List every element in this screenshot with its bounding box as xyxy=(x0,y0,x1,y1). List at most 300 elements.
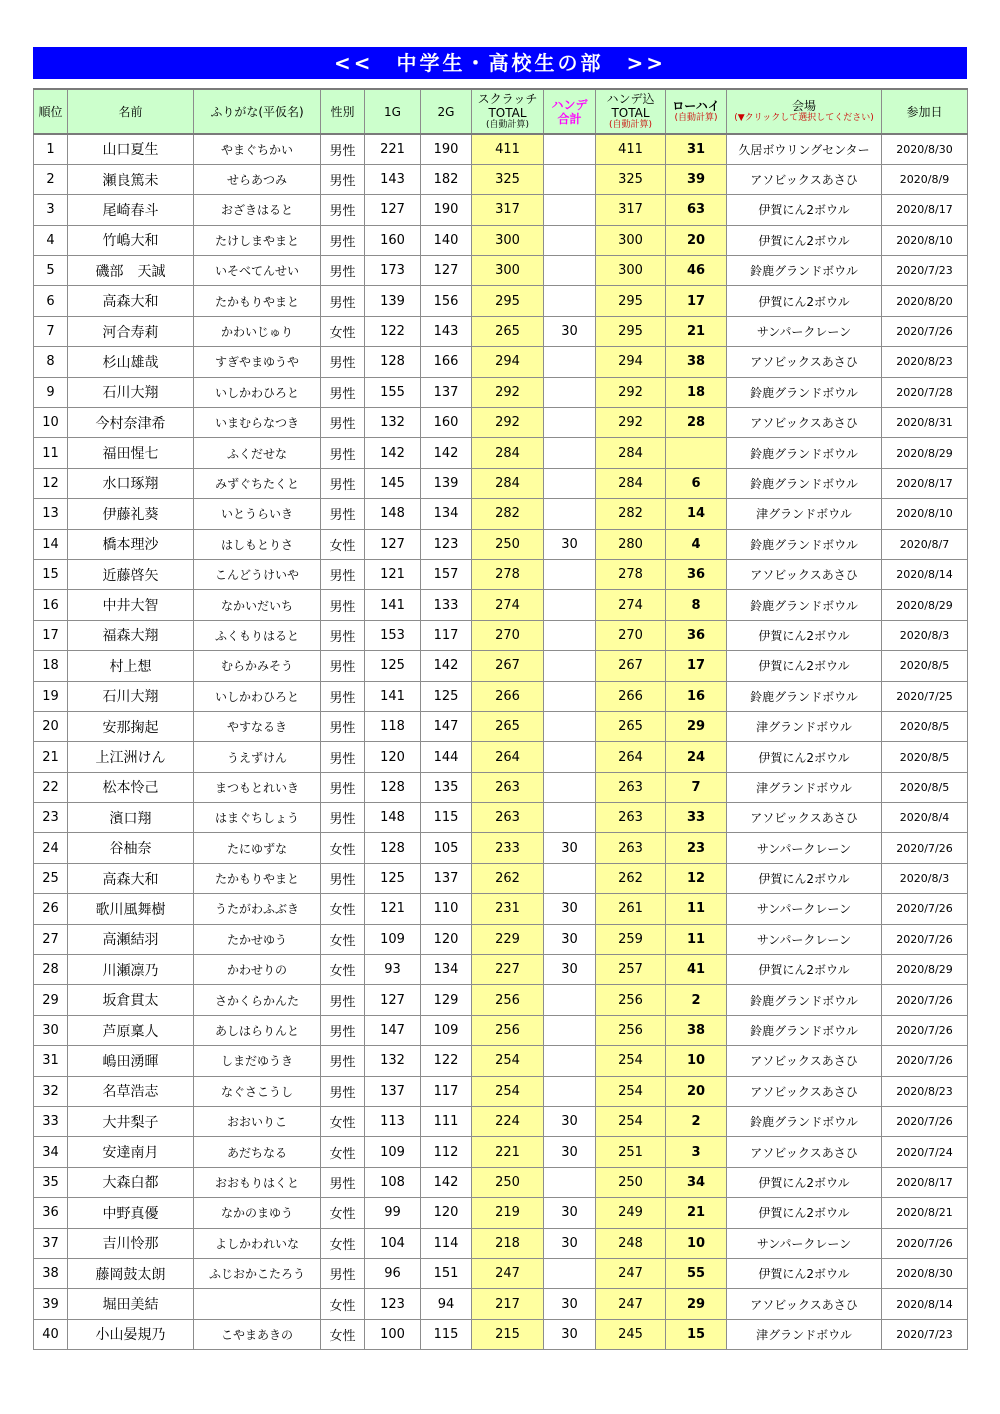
scratch-total-cell: 227 xyxy=(472,955,544,985)
game2-cell: 123 xyxy=(421,529,472,559)
game2-cell: 111 xyxy=(421,1107,472,1137)
scratch-total-cell: 256 xyxy=(472,1015,544,1045)
game2-cell: 120 xyxy=(421,1198,472,1228)
game2-cell: 143 xyxy=(421,316,472,346)
date-cell: 2020/7/26 xyxy=(882,316,968,346)
scratch-total-cell: 292 xyxy=(472,408,544,438)
name-cell: 小山晏規乃 xyxy=(68,1319,194,1349)
handicap-cell xyxy=(544,803,596,833)
handicap-total-cell: 249 xyxy=(596,1198,666,1228)
gender-cell: 男性 xyxy=(321,134,365,164)
gender-cell: 男性 xyxy=(321,559,365,589)
rank-cell: 16 xyxy=(34,590,68,620)
gender-cell: 男性 xyxy=(321,651,365,681)
rank-cell: 34 xyxy=(34,1137,68,1167)
table-row xyxy=(34,225,968,255)
name-cell: 福田惺七 xyxy=(68,438,194,468)
game1-cell: 173 xyxy=(365,256,421,286)
scratch-total-cell: 215 xyxy=(472,1319,544,1349)
handicap-cell: 30 xyxy=(544,1198,596,1228)
header-rank: 順位 xyxy=(34,89,68,134)
rank-cell: 7 xyxy=(34,316,68,346)
scratch-total-cell: 274 xyxy=(472,590,544,620)
handicap-total-cell: 267 xyxy=(596,651,666,681)
kana-cell: まつもとれいき xyxy=(194,772,321,802)
gender-cell: 男性 xyxy=(321,499,365,529)
handicap-cell xyxy=(544,985,596,1015)
venue-cell[interactable]: 鈴鹿グランドボウル xyxy=(727,1015,882,1045)
handicap-cell xyxy=(544,590,596,620)
venue-cell[interactable]: アソビックスあさひ xyxy=(727,408,882,438)
kana-cell: かわせりの xyxy=(194,955,321,985)
venue-cell[interactable]: 伊賀にん2ボウル xyxy=(727,651,882,681)
handicap-total-cell: 295 xyxy=(596,316,666,346)
header-game2: 2G xyxy=(421,89,472,134)
name-cell: 今村奈津希 xyxy=(68,408,194,438)
table-row xyxy=(34,438,968,468)
game1-cell: 132 xyxy=(365,408,421,438)
game2-cell: 109 xyxy=(421,1015,472,1045)
game1-cell: 120 xyxy=(365,742,421,772)
gender-cell: 男性 xyxy=(321,711,365,741)
gender-cell: 男性 xyxy=(321,1046,365,1076)
game2-cell: 115 xyxy=(421,803,472,833)
handicap-cell xyxy=(544,863,596,893)
date-cell: 2020/8/17 xyxy=(882,468,968,498)
lowhigh-cell: 23 xyxy=(666,833,727,863)
game2-cell: 142 xyxy=(421,651,472,681)
venue-cell[interactable]: サンパークレーン xyxy=(727,894,882,924)
name-cell: 磯部 天誠 xyxy=(68,256,194,286)
game2-cell: 114 xyxy=(421,1228,472,1258)
table-row xyxy=(34,195,968,225)
rank-cell: 33 xyxy=(34,1107,68,1137)
table-row xyxy=(34,1289,968,1319)
handicap-total-cell: 284 xyxy=(596,468,666,498)
game1-cell: 160 xyxy=(365,225,421,255)
rank-cell: 4 xyxy=(34,225,68,255)
handicap-total-cell: 264 xyxy=(596,742,666,772)
game1-cell: 153 xyxy=(365,620,421,650)
kana-cell: たけしまやまと xyxy=(194,225,321,255)
handicap-cell: 30 xyxy=(544,1228,596,1258)
lowhigh-cell: 4 xyxy=(666,529,727,559)
handicap-cell: 30 xyxy=(544,529,596,559)
rank-cell: 3 xyxy=(34,195,68,225)
handicap-cell xyxy=(544,164,596,194)
gender-cell: 男性 xyxy=(321,347,365,377)
handicap-cell: 30 xyxy=(544,1319,596,1349)
handicap-total-cell: 251 xyxy=(596,1137,666,1167)
kana-cell: やまぐちかい xyxy=(194,134,321,164)
date-cell: 2020/7/26 xyxy=(882,833,968,863)
table-row xyxy=(34,408,968,438)
lowhigh-cell: 24 xyxy=(666,742,727,772)
kana-cell: なかいだいち xyxy=(194,590,321,620)
venue-cell[interactable]: 鈴鹿グランドボウル xyxy=(727,256,882,286)
date-cell: 2020/8/30 xyxy=(882,134,968,164)
scratch-total-cell: 263 xyxy=(472,772,544,802)
name-cell: 福森大翔 xyxy=(68,620,194,650)
venue-cell[interactable]: 鈴鹿グランドボウル xyxy=(727,681,882,711)
game1-cell: 145 xyxy=(365,468,421,498)
scratch-total-cell: 300 xyxy=(472,256,544,286)
handicap-cell: 30 xyxy=(544,1107,596,1137)
venue-cell[interactable]: 伊賀にん2ボウル xyxy=(727,286,882,316)
handicap-cell: 30 xyxy=(544,1289,596,1319)
game1-cell: 104 xyxy=(365,1228,421,1258)
venue-cell[interactable]: サンパークレーン xyxy=(727,833,882,863)
game2-cell: 142 xyxy=(421,438,472,468)
scratch-total-cell: 218 xyxy=(472,1228,544,1258)
table-row xyxy=(34,924,968,954)
venue-cell[interactable]: アソビックスあさひ xyxy=(727,803,882,833)
table-row xyxy=(34,316,968,346)
lowhigh-cell: 11 xyxy=(666,894,727,924)
handicap-total-cell: 280 xyxy=(596,529,666,559)
game2-cell: 134 xyxy=(421,499,472,529)
name-cell: 大森白都 xyxy=(68,1167,194,1197)
name-cell: 村上想 xyxy=(68,651,194,681)
venue-cell[interactable]: アソビックスあさひ xyxy=(727,559,882,589)
venue-cell[interactable]: 津グランドボウル xyxy=(727,711,882,741)
name-cell: 藤岡鼓太朗 xyxy=(68,1258,194,1288)
handicap-cell: 30 xyxy=(544,833,596,863)
header-name: 名前 xyxy=(68,89,194,134)
name-cell: 大井梨子 xyxy=(68,1107,194,1137)
lowhigh-cell: 3 xyxy=(666,1137,727,1167)
venue-cell[interactable]: アソビックスあさひ xyxy=(727,1137,882,1167)
rank-cell: 22 xyxy=(34,772,68,802)
venue-cell[interactable]: サンパークレーン xyxy=(727,1228,882,1258)
kana-cell: いそべてんせい xyxy=(194,256,321,286)
table-row xyxy=(34,1046,968,1076)
venue-cell[interactable]: 伊賀にん2ボウル xyxy=(727,742,882,772)
lowhigh-cell: 20 xyxy=(666,1076,727,1106)
lowhigh-cell: 29 xyxy=(666,1289,727,1319)
gender-cell: 男性 xyxy=(321,164,365,194)
handicap-total-cell: 325 xyxy=(596,164,666,194)
scratch-total-cell: 263 xyxy=(472,803,544,833)
scratch-total-cell: 411 xyxy=(472,134,544,164)
venue-cell[interactable]: 伊賀にん2ボウル xyxy=(727,225,882,255)
table-row xyxy=(34,468,968,498)
game2-cell: 120 xyxy=(421,924,472,954)
venue-cell[interactable]: 伊賀にん2ボウル xyxy=(727,955,882,985)
game2-cell: 160 xyxy=(421,408,472,438)
game2-cell: 133 xyxy=(421,590,472,620)
date-cell: 2020/7/26 xyxy=(882,1228,968,1258)
date-cell: 2020/8/5 xyxy=(882,742,968,772)
rank-cell: 38 xyxy=(34,1258,68,1288)
rank-cell: 35 xyxy=(34,1167,68,1197)
venue-cell[interactable]: アソビックスあさひ xyxy=(727,164,882,194)
handicap-cell xyxy=(544,681,596,711)
kana-cell: いまむらなつき xyxy=(194,408,321,438)
handicap-total-cell: 292 xyxy=(596,377,666,407)
rank-cell: 29 xyxy=(34,985,68,1015)
date-cell: 2020/7/26 xyxy=(882,924,968,954)
table-row xyxy=(34,1137,968,1167)
table-row xyxy=(34,1107,968,1137)
venue-cell[interactable]: 久居ボウリングセンター xyxy=(727,134,882,164)
name-cell: 石川大翔 xyxy=(68,377,194,407)
game2-cell: 166 xyxy=(421,347,472,377)
scratch-total-cell: 229 xyxy=(472,924,544,954)
date-cell: 2020/8/4 xyxy=(882,803,968,833)
game1-cell: 96 xyxy=(365,1258,421,1288)
table-row xyxy=(34,1258,968,1288)
date-cell: 2020/8/23 xyxy=(882,347,968,377)
venue-cell[interactable]: 津グランドボウル xyxy=(727,1319,882,1349)
venue-cell[interactable]: 鈴鹿グランドボウル xyxy=(727,1107,882,1137)
game1-cell: 137 xyxy=(365,1076,421,1106)
kana-cell: せらあつみ xyxy=(194,164,321,194)
kana-cell: たにゆずな xyxy=(194,833,321,863)
date-cell: 2020/7/23 xyxy=(882,1319,968,1349)
handicap-total-cell: 256 xyxy=(596,1015,666,1045)
game2-cell: 140 xyxy=(421,225,472,255)
table-row xyxy=(34,742,968,772)
gender-cell: 男性 xyxy=(321,985,365,1015)
venue-cell[interactable]: 伊賀にん2ボウル xyxy=(727,195,882,225)
scratch-total-cell: 294 xyxy=(472,347,544,377)
date-cell: 2020/8/5 xyxy=(882,711,968,741)
table-row xyxy=(34,499,968,529)
rank-cell: 2 xyxy=(34,164,68,194)
game1-cell: 127 xyxy=(365,985,421,1015)
rank-cell: 11 xyxy=(34,438,68,468)
handicap-cell xyxy=(544,286,596,316)
venue-cell[interactable]: アソビックスあさひ xyxy=(727,1289,882,1319)
date-cell: 2020/8/14 xyxy=(882,1289,968,1319)
venue-cell[interactable]: アソビックスあさひ xyxy=(727,347,882,377)
table-row xyxy=(34,590,968,620)
gender-cell: 女性 xyxy=(321,924,365,954)
handicap-cell xyxy=(544,256,596,286)
gender-cell: 男性 xyxy=(321,590,365,620)
venue-cell[interactable]: サンパークレーン xyxy=(727,316,882,346)
handicap-cell: 30 xyxy=(544,924,596,954)
kana-cell: うえずけん xyxy=(194,742,321,772)
handicap-cell xyxy=(544,225,596,255)
lowhigh-cell: 34 xyxy=(666,1167,727,1197)
kana-cell: おおいりこ xyxy=(194,1107,321,1137)
lowhigh-cell: 16 xyxy=(666,681,727,711)
date-cell: 2020/8/7 xyxy=(882,529,968,559)
table-row xyxy=(34,985,968,1015)
scratch-total-cell: 224 xyxy=(472,1107,544,1137)
lowhigh-cell: 2 xyxy=(666,985,727,1015)
header-scratch-sub: TOTAL xyxy=(488,106,527,120)
kana-cell: こやまあきの xyxy=(194,1319,321,1349)
kana-cell: あだちなる xyxy=(194,1137,321,1167)
venue-cell[interactable]: 鈴鹿グランドボウル xyxy=(727,468,882,498)
results-table xyxy=(33,88,968,1350)
venue-cell[interactable]: 鈴鹿グランドボウル xyxy=(727,590,882,620)
header-handicap-label: ハンデ xyxy=(551,97,588,112)
handicap-total-cell: 317 xyxy=(596,195,666,225)
game1-cell: 122 xyxy=(365,316,421,346)
game2-cell: 127 xyxy=(421,256,472,286)
date-cell: 2020/7/26 xyxy=(882,894,968,924)
lowhigh-cell: 11 xyxy=(666,924,727,954)
date-cell: 2020/7/24 xyxy=(882,1137,968,1167)
date-cell: 2020/8/17 xyxy=(882,195,968,225)
lowhigh-cell: 14 xyxy=(666,499,727,529)
rank-cell: 21 xyxy=(34,742,68,772)
gender-cell: 男性 xyxy=(321,468,365,498)
lowhigh-cell: 10 xyxy=(666,1228,727,1258)
game1-cell: 141 xyxy=(365,590,421,620)
table-row xyxy=(34,1076,968,1106)
game1-cell: 141 xyxy=(365,681,421,711)
lowhigh-cell: 18 xyxy=(666,377,727,407)
name-cell: 近藤啓矢 xyxy=(68,559,194,589)
game1-cell: 123 xyxy=(365,1289,421,1319)
lowhigh-cell: 33 xyxy=(666,803,727,833)
venue-cell[interactable]: 伊賀にん2ボウル xyxy=(727,1258,882,1288)
game2-cell: 156 xyxy=(421,286,472,316)
rank-cell: 13 xyxy=(34,499,68,529)
handicap-cell xyxy=(544,1046,596,1076)
header-handicap-total-sub: TOTAL xyxy=(611,106,650,120)
handicap-total-cell: 257 xyxy=(596,955,666,985)
handicap-total-cell: 262 xyxy=(596,863,666,893)
scratch-total-cell: 270 xyxy=(472,620,544,650)
rank-cell: 19 xyxy=(34,681,68,711)
table-row xyxy=(34,164,968,194)
lowhigh-cell: 12 xyxy=(666,863,727,893)
game2-cell: 139 xyxy=(421,468,472,498)
date-cell: 2020/7/23 xyxy=(882,256,968,286)
scratch-total-cell: 247 xyxy=(472,1258,544,1288)
gender-cell: 女性 xyxy=(321,1289,365,1319)
kana-cell: たかもりやまと xyxy=(194,286,321,316)
gender-cell: 女性 xyxy=(321,1137,365,1167)
date-cell: 2020/8/3 xyxy=(882,620,968,650)
gender-cell: 女性 xyxy=(321,955,365,985)
name-cell: 尾崎春斗 xyxy=(68,195,194,225)
venue-cell[interactable]: 伊賀にん2ボウル xyxy=(727,1167,882,1197)
gender-cell: 男性 xyxy=(321,377,365,407)
header-handicap xyxy=(544,89,596,134)
header-gender: 性別 xyxy=(321,89,365,134)
handicap-cell: 30 xyxy=(544,894,596,924)
game1-cell: 109 xyxy=(365,924,421,954)
rank-cell: 20 xyxy=(34,711,68,741)
table-row xyxy=(34,955,968,985)
rank-cell: 36 xyxy=(34,1198,68,1228)
date-cell: 2020/7/25 xyxy=(882,681,968,711)
game1-cell: 147 xyxy=(365,1015,421,1045)
kana-cell xyxy=(194,1289,321,1319)
venue-cell[interactable]: 鈴鹿グランドボウル xyxy=(727,985,882,1015)
venue-cell[interactable]: 伊賀にん2ボウル xyxy=(727,620,882,650)
game2-cell: 115 xyxy=(421,1319,472,1349)
kana-cell: よしかわれいな xyxy=(194,1228,321,1258)
date-cell: 2020/8/20 xyxy=(882,286,968,316)
handicap-total-cell: 284 xyxy=(596,438,666,468)
handicap-total-cell: 282 xyxy=(596,499,666,529)
lowhigh-cell xyxy=(666,438,727,468)
kana-cell: うたがわふぶき xyxy=(194,894,321,924)
table-row xyxy=(34,1167,968,1197)
scratch-total-cell: 233 xyxy=(472,833,544,863)
table-row xyxy=(34,833,968,863)
date-cell: 2020/7/26 xyxy=(882,1015,968,1045)
table-row xyxy=(34,1015,968,1045)
game1-cell: 108 xyxy=(365,1167,421,1197)
game1-cell: 155 xyxy=(365,377,421,407)
venue-cell[interactable]: 伊賀にん2ボウル xyxy=(727,863,882,893)
handicap-cell xyxy=(544,1076,596,1106)
results-body xyxy=(34,134,968,1350)
name-cell: 坂倉貫太 xyxy=(68,985,194,1015)
handicap-cell xyxy=(544,1258,596,1288)
gender-cell: 男性 xyxy=(321,620,365,650)
game2-cell: 129 xyxy=(421,985,472,1015)
lowhigh-cell: 46 xyxy=(666,256,727,286)
lowhigh-cell: 38 xyxy=(666,347,727,377)
venue-cell[interactable]: 鈴鹿グランドボウル xyxy=(727,438,882,468)
lowhigh-cell: 36 xyxy=(666,620,727,650)
kana-cell: かわいじゅり xyxy=(194,316,321,346)
table-row xyxy=(34,377,968,407)
kana-cell: たかせゆう xyxy=(194,924,321,954)
kana-cell: いしかわひろと xyxy=(194,681,321,711)
header-lowhigh-label: ローハイ xyxy=(672,99,720,113)
date-cell: 2020/8/10 xyxy=(882,499,968,529)
rank-cell: 1 xyxy=(34,134,68,164)
game2-cell: 117 xyxy=(421,620,472,650)
header-handicap-sub: 合計 xyxy=(557,111,582,126)
game1-cell: 142 xyxy=(365,438,421,468)
scratch-total-cell: 295 xyxy=(472,286,544,316)
date-cell: 2020/8/10 xyxy=(882,225,968,255)
name-cell: 松本怜己 xyxy=(68,772,194,802)
rank-cell: 31 xyxy=(34,1046,68,1076)
venue-cell[interactable]: 鈴鹿グランドボウル xyxy=(727,529,882,559)
scratch-total-cell: 262 xyxy=(472,863,544,893)
handicap-total-cell: 265 xyxy=(596,711,666,741)
name-cell: 谷柚奈 xyxy=(68,833,194,863)
name-cell: 歌川風舞樹 xyxy=(68,894,194,924)
name-cell: 濱口翔 xyxy=(68,803,194,833)
rank-cell: 32 xyxy=(34,1076,68,1106)
venue-cell[interactable]: 津グランドボウル xyxy=(727,499,882,529)
venue-cell[interactable]: サンパークレーン xyxy=(727,924,882,954)
venue-cell[interactable]: アソビックスあさひ xyxy=(727,1046,882,1076)
scratch-total-cell: 300 xyxy=(472,225,544,255)
table-row xyxy=(34,559,968,589)
kana-cell: すぎやまゆうや xyxy=(194,347,321,377)
scratch-total-cell: 254 xyxy=(472,1046,544,1076)
rank-cell: 37 xyxy=(34,1228,68,1258)
gender-cell: 男性 xyxy=(321,438,365,468)
date-cell: 2020/7/26 xyxy=(882,985,968,1015)
lowhigh-cell: 20 xyxy=(666,225,727,255)
lowhigh-cell: 17 xyxy=(666,286,727,316)
venue-cell[interactable]: アソビックスあさひ xyxy=(727,1076,882,1106)
scratch-total-cell: 325 xyxy=(472,164,544,194)
venue-cell[interactable]: 津グランドボウル xyxy=(727,772,882,802)
name-cell: 安那掬起 xyxy=(68,711,194,741)
venue-cell[interactable]: 鈴鹿グランドボウル xyxy=(727,377,882,407)
venue-cell[interactable]: 伊賀にん2ボウル xyxy=(727,1198,882,1228)
game1-cell: 128 xyxy=(365,347,421,377)
gender-cell: 男性 xyxy=(321,863,365,893)
